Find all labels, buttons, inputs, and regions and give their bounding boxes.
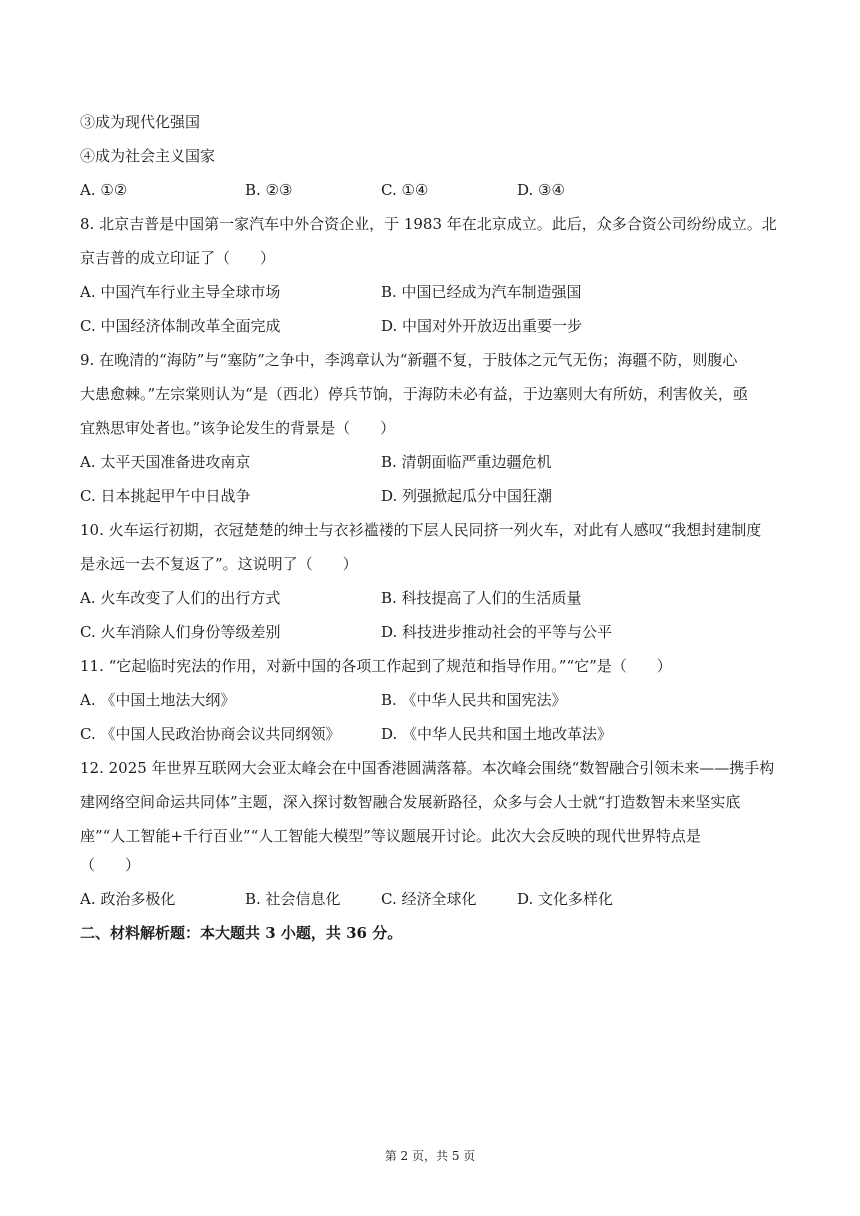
q9-stem-line-2: 大患愈棘。”左宗棠则认为“是（西北）停兵节饷，于海防未必有益，于边塞则大有所妨，利害攸关，亟 [80,385,748,403]
q12-option-c: C. 经济全球化 [381,890,477,908]
q7-item-3: ③成为现代化强国 [80,113,201,131]
q10-stem-line-1: 10. 火车运行初期，衣冠楚楚的绅士与衣衫褴褛的下层人民同挤一列火车，对此有人感叹“我想封建制度 [80,521,762,539]
q12-option-d: D. 文化多样化 [517,890,614,908]
q9-option-a: A. 太平天国准备进攻南京 [80,453,251,471]
q12-option-b: B. 社会信息化 [245,890,341,908]
q7-option-d: D. ③④ [517,181,565,199]
q8-option-c: C. 中国经济体制改革全面完成 [80,317,281,335]
q7-option-a: A. ①② [80,181,128,199]
q8-stem-line-1: 8. 北京吉普是中国第一家汽车中外合资企业，于 1983 年在北京成立。此后，众多合资公司纷纷成立。北 [80,215,777,233]
q8-stem-line-2: 京吉普的成立印证了（ ） [80,249,276,267]
q10-option-d: D. 科技进步推动社会的平等与公平 [381,623,613,641]
q11-stem-line-1: 11. “它起临时宪法的作用，对新中国的各项工作起到了规范和指导作用。”“它”是（ ） [80,657,672,675]
q10-option-a: A. 火车改变了人们的出行方式 [80,589,281,607]
q7-item-4: ④成为社会主义国家 [80,147,216,165]
q10-stem-line-2: 是永远一去不复返了”。这说明了（ ） [80,555,358,573]
q12-stem-line-4: （ ） [80,856,141,874]
q7-option-c: C. ①④ [381,181,429,199]
q10-option-b: B. 科技提高了人们的生活质量 [381,589,582,607]
q8-option-d: D. 中国对外开放迈出重要一步 [381,317,583,335]
q9-stem-line-3: 宜熟思审处者也。”该争论发生的背景是（ ） [80,419,396,437]
q11-option-a: A. 《中国土地法大纲》 [80,691,236,709]
q10-option-c: C. 火车消除人们身份等级差别 [80,623,281,641]
q12-stem-line-2: 建网络空间命运共同体”主题，深入探讨数智融合发展新路径，众多与会人士就“打造数智未来坚实底 [80,793,741,811]
q8-option-b: B. 中国已经成为汽车制造强国 [381,283,582,301]
q11-option-b: B. 《中华人民共和国宪法》 [381,691,567,709]
page-footer: 第 2 页，共 5 页 [384,1149,476,1163]
q11-option-c: C. 《中国人民政治协商会议共同纲领》 [80,725,341,743]
section-2-heading: 二、材料解析题：本大题共 3 小题，共 36 分。 [80,924,403,942]
q9-option-b: B. 清朝面临严重边疆危机 [381,453,552,471]
q12-option-a: A. 政治多极化 [80,890,176,908]
q8-option-a: A. 中国汽车行业主导全球市场 [80,283,281,301]
q12-stem-line-1: 12. 2025 年世界互联网大会亚太峰会在中国香港圆满落幕。本次峰会围绕“数智融合引领未来——携手构 [80,759,775,777]
q11-option-d: D. 《中华人民共和国土地改革法》 [381,725,613,743]
q9-option-d: D. 列强掀起瓜分中国狂潮 [381,487,553,505]
q9-option-c: C. 日本挑起甲午中日战争 [80,487,251,505]
q12-stem-line-3: 座”“人工智能+千行百业”“人工智能大模型”等议题展开讨论。此次大会反映的现代世界特点是 [80,827,701,845]
q7-option-b: B. ②③ [245,181,293,199]
q9-stem-line-1: 9. 在晚清的“海防”与“塞防”之争中，李鸿章认为“新疆不复，于肢体之元气无伤；海疆不防，则腹心 [80,351,738,369]
